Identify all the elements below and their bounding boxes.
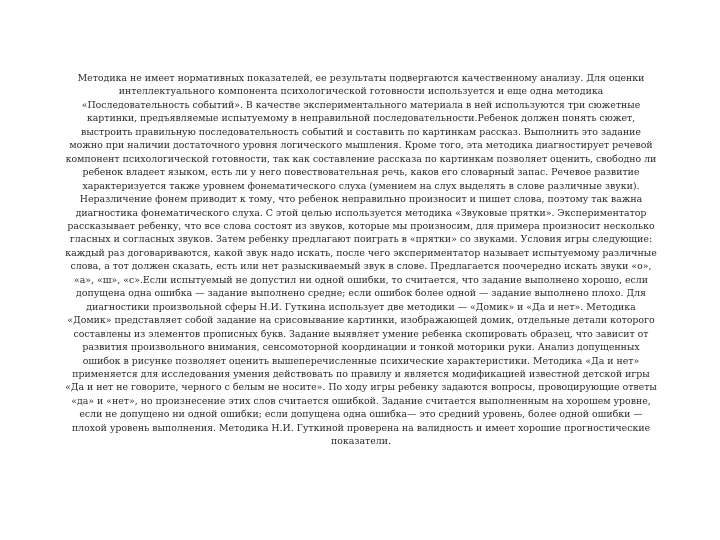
text-line: Неразличение фонем приводит к тому, что ребенок неправильно произносит и пишет слова, поэтому так важна: [79, 194, 643, 206]
text-line: каждый раз договариваются, какой звук надо искать, после чего экспериментатор называет испытуемому различные: [65, 247, 657, 259]
text-line: Методика не имеет нормативных показателей, ее результаты подвергаются качественному анализу. Для оценки: [77, 73, 645, 84]
text-line: «а», «ш», «с».Если испытуемый не допустил ни одной ошибки, то считается, что задание выполнено хорошо, если: [74, 274, 648, 286]
document-text: [58, 72, 664, 449]
text-line: развития произвольного внимания, сенсомоторной координации и тонкой моторики руки. Анализ допущенных: [82, 342, 640, 354]
text-line: составлены из элементов прописных букв. Задание выявляет умение ребенка скопировать образец, что зависит от: [73, 328, 649, 340]
text-line: рассказывает ребенку, что все слова состоят из звуков, которые мы произносим, для примера произносит несколько: [67, 220, 655, 232]
text-line: плохой уровень выполнения. Методика Н.И. Гуткиной проверена на валидность и имеет хорошие прогностические: [71, 422, 651, 434]
text-line: допущена одна ошибка — задание выполнено средне; если ошибок более одной — задание выполнено плохо. Для: [76, 288, 646, 300]
text-line: компонент психологической готовности, так как составление рассказа по картинкам позволяет оценить, свободно ли: [65, 153, 657, 165]
text-line: если не допущено ни одной ошибки; если допущена одна ошибка— это средний уровень, более одной ошибки —: [79, 409, 643, 421]
text-line: «да» и «нет», но произнесение этих слов считается ошибкой. Задание считается выполненным на хорошем уровне,: [71, 395, 651, 407]
text-line: ошибок в рисунке позволяет оценить вышеперечисленные психические характеристики. Методика «Да и нет»: [82, 355, 640, 367]
text-line: интеллектуального компонента психологической готовности используется и еще одна методика: [118, 86, 604, 98]
text-line: картинки, предъявляемые испытуемому в неправильной последовательности.Ребенок должен понять сюжет,: [86, 113, 636, 125]
text-line: применяется для исследования умения действовать по правилу и является модификацией известной детской игры: [72, 368, 650, 380]
text-line: ребенок владеет языком, есть ли у него повествовательная речь, каков его словарный запас. Речевое развитие: [82, 167, 640, 179]
text-line: диагностики произвольной сферы Н.И. Гуткина использует две методики — «Домик» и «Да и нет». Методика: [86, 301, 636, 313]
text-line: выстроить правильную последовательность событий и составить по картинкам рассказ. Выполнить это задание: [81, 126, 641, 138]
text-line: можно при наличии достаточного уровня логического мышления. Кроме того, эта методика диагностирует речевой: [69, 140, 653, 152]
text-line: гласных и согласных звуков. Затем ребенку предлагают поиграть в «прятки» со звуками. Условия игры следующие:: [69, 234, 653, 246]
text-line: слова, а тот должен сказать, есть или нет разыскиваемый звук в слове. Предлагается поочередно искать звуки «о»,: [70, 261, 652, 273]
text-line: характеризуется также уровнем фонематического слуха (умением на слух выделять в слове различные звуки).: [82, 180, 640, 192]
text-line: диагностика фонематического слуха. С этой целью используется методика «Звуковые прятки». Экспериментатор: [75, 207, 647, 219]
text-line: «Домик» представляет собой задание на срисовывание картинки, изображающей домик, отдельные детали которого: [67, 315, 655, 327]
text-line: «Да и нет не говорите, черного с белым не носите». По ходу игры ребенку задаются вопросы, провоцирующие ответы: [65, 382, 657, 394]
text-line: показатели.: [331, 436, 391, 448]
text-line: «Последовательность событий». В качестве экспериментального материала в ней используются три сюжетные: [81, 99, 641, 111]
